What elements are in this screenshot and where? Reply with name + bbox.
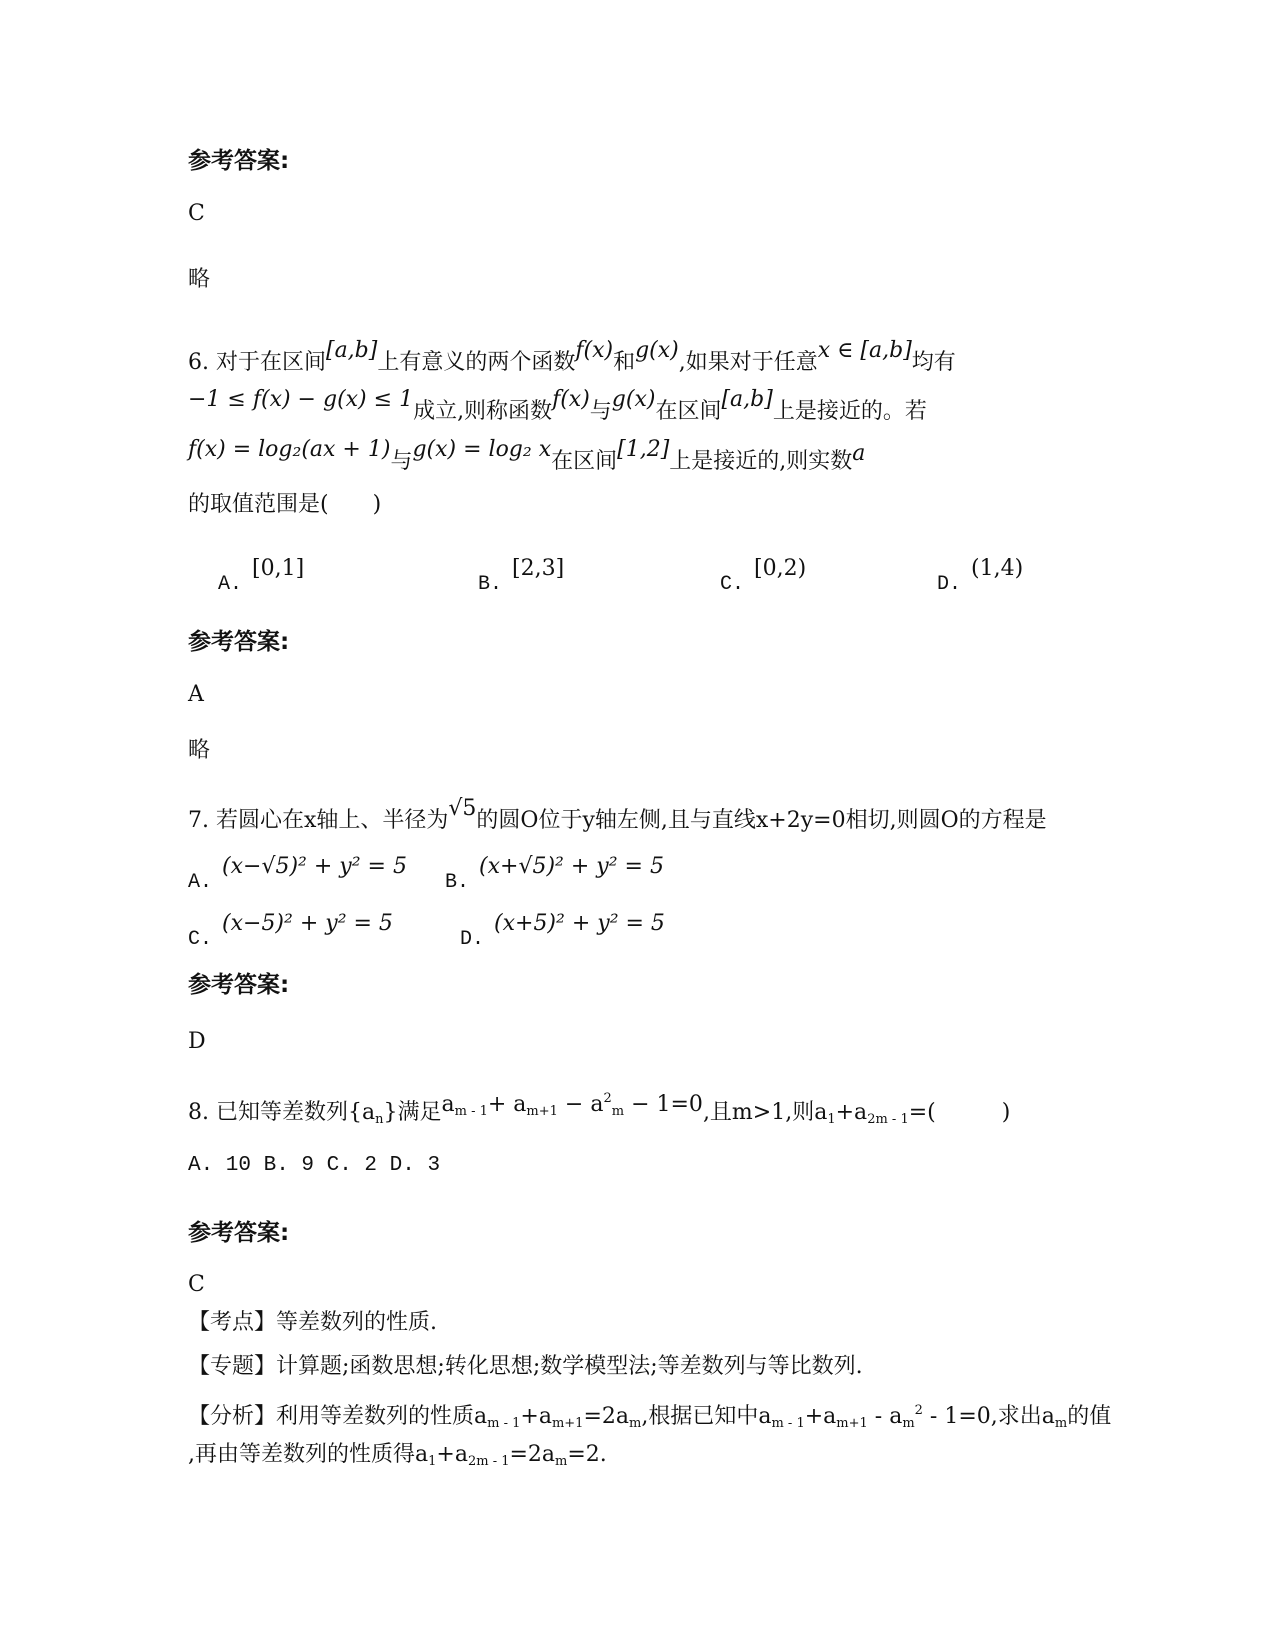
q6-x-in-ab: x ∈ [a,b] [817,338,912,363]
option-value: (x+5)² + y² = 5 [494,911,665,936]
answer-value: D [188,1029,206,1054]
q8-fenxi-line-1 [188,1396,1111,1439]
q6-inequality: −1 ≤ f(x) − g(x) ≤ 1 [188,387,414,412]
option-label: C. [188,928,213,951]
q6-interval-12: [1,2] [617,437,670,462]
q8-text: 8. 已知等差数列{a [188,1100,376,1125]
q6-text: 在区间 [551,449,618,474]
question-6-line-2 [188,387,927,427]
q7-text: 的圆O位于y轴左侧,且与直线x+2y=0相切,则圆O的方程是 [476,808,1047,833]
q8-options: A. 10 B. 9 C. 2 D. 3 [188,1154,441,1177]
answer-heading: 参考答案: [188,972,290,998]
q8-sub: m [902,1416,915,1431]
q8-sub: m [629,1416,642,1431]
q8-text: +a [804,1404,837,1429]
option-value: [2,3] [512,556,565,581]
option-value: [0,2) [754,556,807,581]
q8-text: 的值 [1067,1404,1112,1429]
q8-fenxi-line-2 [188,1440,607,1477]
q8-text: =2a [509,1442,556,1467]
answer-value: A [188,682,204,707]
option-value: (x−5)² + y² = 5 [222,911,393,936]
q8-text: 【分析】利用等差数列的性质a [188,1404,488,1429]
q6-text: 上有意义的两个函数 [377,350,576,375]
q8-text: +a [520,1404,552,1429]
question-6-line-4: 的取值范围是( ) [188,492,382,517]
option-label: B. [445,871,470,894]
q6-gx: g(x) [635,338,679,363]
q8-sub: 1 [428,1454,437,1469]
option-value: (x−√5)² + y² = 5 [222,854,407,879]
q8-cond-a: a [441,1092,455,1117]
q8-sub: 1 [827,1112,836,1127]
q6-text: 上是接近的。若 [772,399,927,424]
q8-sub: 2m - 1 [467,1454,510,1469]
q8-sub: m [555,1454,568,1469]
q8-sub: m [611,1104,625,1119]
option-value: (x+√5)² + y² = 5 [479,854,664,879]
option-value: (1,4) [971,556,1024,581]
q8-sub: n [375,1112,384,1127]
option-label: A. [218,573,243,596]
q6-option-d [937,556,1024,596]
answer-heading: 参考答案: [188,148,290,174]
q7-text: 7. 若圆心在x轴上、半径为 [188,808,449,833]
option-label: D. [937,573,962,596]
q8-sub: m - 1 [454,1104,488,1119]
option-label: A. [188,871,213,894]
answer-value: C [188,1272,205,1297]
q6-gx: g(x) [611,387,656,412]
q7-radius: √5 [448,796,477,821]
q7-option-a [188,854,407,894]
q8-text: - 1=0,求出a [922,1404,1055,1429]
q8-text: =2a [583,1404,629,1429]
answer-note: 略 [188,738,211,763]
q8-sub: m [1054,1416,1068,1431]
answer-value: C [188,201,205,226]
option-value: [0,1] [252,556,305,581]
q6-fx: f(x) [575,338,614,363]
option-label: C. [720,573,745,596]
q8-sub: m - 1 [771,1416,805,1431]
q6-option-a [218,556,305,596]
q8-text: - a [867,1404,903,1429]
q8-cond-a: − a [557,1092,604,1117]
q6-text: 上是接近的,则实数 [669,449,853,474]
option-label: D. [460,928,485,951]
q8-cond-a: + a [487,1092,527,1117]
answer-note: 略 [188,267,211,292]
q8-text: =( ) [908,1100,1011,1125]
q8-text: =2. [567,1442,607,1467]
question-6-line-3 [188,437,866,477]
q7-option-d [460,911,665,951]
q6-interval: [a,b] [721,387,773,412]
q8-text: ,再由等差数列的性质得a [188,1442,429,1467]
q8-text: +a [436,1442,468,1467]
q8-sub: m+1 [551,1416,584,1431]
q8-sub: m - 1 [487,1416,521,1431]
q8-sub: m+1 [836,1416,868,1431]
q6-text: ,如果对于任意 [678,350,818,375]
q6-text: 和 [613,350,636,375]
q8-zhuanti: 【专题】计算题;函数思想;转化思想;数学模型法;等差数列与等比数列. [188,1354,863,1379]
question-8-line-1 [188,1092,1010,1135]
q8-text: ,且m>1,则a [702,1100,828,1125]
q6-text: 与 [390,449,413,474]
q6-option-c [720,556,807,596]
q8-sup: 2 [914,1403,923,1418]
q8-sup: 2 [603,1091,612,1106]
q6-text: 均有 [911,350,956,375]
option-label: B. [478,573,503,596]
q8-kaodian: 【考点】等差数列的性质. [188,1310,437,1335]
q8-text: +a [835,1100,868,1125]
q8-text: }满足 [383,1100,442,1125]
q6-g-definition: g(x) = log₂ x [412,437,552,462]
q8-cond-end: − 1=0 [624,1092,703,1117]
q6-interval: [a,b] [325,338,378,363]
q6-text: 6. 对于在区间 [188,350,326,375]
q8-text: ,根据已知中a [641,1404,772,1429]
q8-condition [441,1092,702,1117]
answer-heading: 参考答案: [188,629,290,655]
q8-sub: m+1 [526,1104,558,1119]
question-6-line-1 [188,338,956,378]
q6-fx: f(x) [552,387,590,412]
q8-sub: 2m - 1 [867,1112,909,1127]
answer-heading: 参考答案: [188,1220,290,1246]
q7-option-c [188,911,393,951]
q6-text: 在区间 [655,399,722,424]
q6-text: 成立,则称函数 [413,399,553,424]
q6-option-b [478,556,565,596]
q6-var-a: a [852,441,866,466]
question-7-line-1 [188,796,1047,836]
q7-option-b [445,854,664,894]
q6-text: 与 [589,399,612,424]
q6-f-definition: f(x) = log₂(ax + 1) [188,437,391,462]
